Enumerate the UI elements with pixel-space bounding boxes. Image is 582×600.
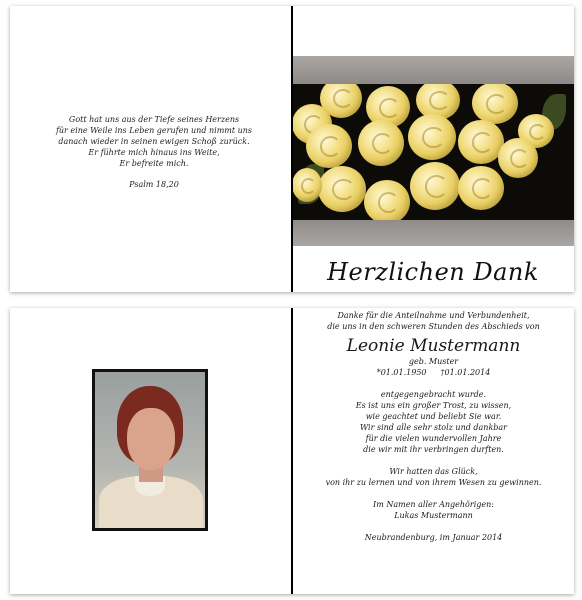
birth-date: *01.01.1950: [376, 368, 427, 377]
text-line: Im Namen aller Angehörigen:: [373, 500, 494, 509]
life-dates: [293, 367, 574, 378]
roses-photo: [292, 84, 574, 220]
text-line: Es ist uns ein großer Trost, zu wissen,: [355, 401, 512, 410]
maiden-name: geb. Muster: [408, 357, 459, 366]
signature-name: Lukas Mustermann: [394, 511, 473, 520]
death-date: †01.01.2014: [440, 368, 491, 377]
card-front: [10, 6, 574, 292]
bible-verse: [28, 114, 280, 190]
text-line: die wir mit ihr verbringen durften.: [363, 445, 504, 454]
verse-line: Er führte mich hinaus ins Weite,: [88, 148, 220, 157]
fold-line: [291, 6, 293, 292]
intro-line: die uns in den schweren Stunden des Abschieds von: [327, 322, 540, 331]
text-line: Wir sind alle sehr stolz und dankbar: [359, 423, 508, 432]
card-inside: [10, 308, 574, 594]
deceased-name: Leonie Mustermann: [346, 336, 521, 356]
announcement-text: [293, 308, 574, 543]
intro-line: Danke für die Anteilnahme und Verbundenheit,: [337, 311, 530, 320]
verse-source: Psalm 18,20: [129, 180, 179, 189]
portrait-photo: [92, 369, 208, 531]
text-line: wie geachtet und beliebt Sie war.: [365, 412, 502, 421]
text-line: entgegengebracht wurde.: [380, 390, 487, 399]
verse-line: für eine Weile ins Leben gerufen und nimmt uns: [55, 126, 253, 135]
text-line: von ihr zu lernen und von ihrem Wesen zu gewinnen.: [325, 478, 542, 487]
place-date: Neubrandenburg, im Januar 2014: [364, 533, 503, 542]
verse-line: danach wieder in seinen ewigen Schoß zurück.: [58, 137, 250, 146]
verse-line: Gott hat uns aus der Tiefe seines Herzens: [68, 115, 240, 124]
thanks-title: Herzlichen Dank: [327, 258, 539, 286]
text-line: für die vielen wundervollen Jahre: [365, 434, 502, 443]
verse-line: Er befreite mich.: [119, 159, 189, 168]
text-line: Wir hatten das Glück,: [389, 467, 478, 476]
